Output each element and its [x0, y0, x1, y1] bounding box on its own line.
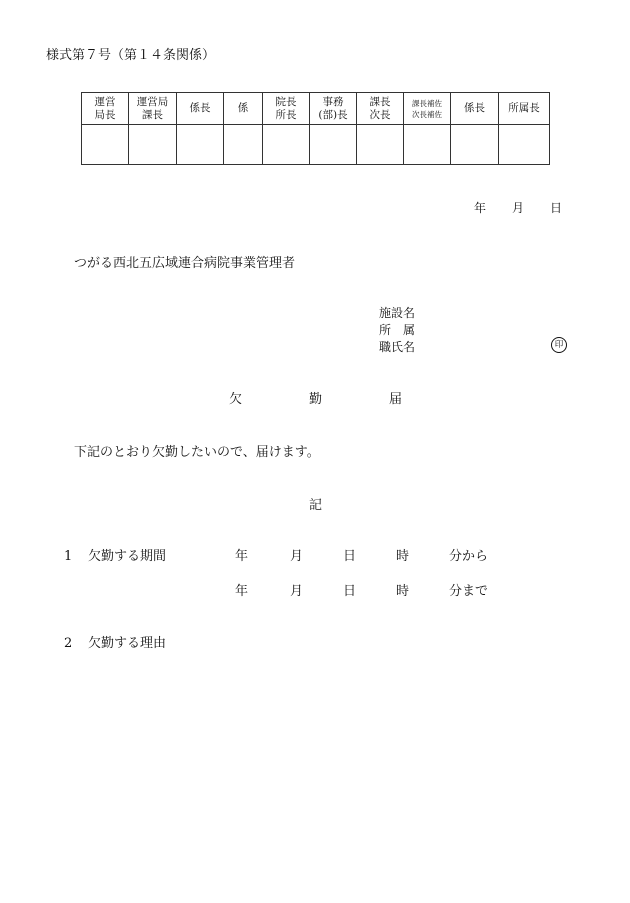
approval-header-cell: 係長 [177, 93, 224, 125]
stamp-cell[interactable] [177, 125, 224, 165]
item-label: 欠勤する理由 [88, 636, 167, 651]
approval-header-cell: 係長 [451, 93, 499, 125]
approval-header-cell: 課長補佐 次長補佐 [404, 93, 451, 125]
approval-header-cell: 運営 局長 [82, 93, 129, 125]
seal-mark: 印 [551, 337, 567, 353]
to-month: 月 [290, 584, 304, 599]
title-char-3: 届 [389, 392, 403, 407]
approval-stamp-table [81, 92, 550, 165]
ki-heading: 記 [309, 498, 323, 513]
stamp-cell[interactable] [82, 125, 129, 165]
from-month: 月 [290, 549, 304, 564]
date-month: 月 [512, 201, 525, 215]
stamp-cell[interactable] [451, 125, 499, 165]
approval-header-row [82, 93, 550, 125]
stamp-cell[interactable] [263, 125, 310, 165]
item-number: 1 [64, 549, 73, 564]
stamp-cell[interactable] [404, 125, 451, 165]
to-minute: 分まで [449, 584, 489, 599]
approval-header-cell: 院長 所長 [263, 93, 310, 125]
from-day: 日 [343, 549, 357, 564]
title-char-1: 欠 [229, 392, 243, 407]
to-hour: 時 [396, 584, 410, 599]
approval-header-cell: 事務 (部)長 [310, 93, 357, 125]
facility-label: 施設名 [379, 306, 416, 320]
date-year: 年 [474, 201, 487, 215]
date-day: 日 [550, 201, 563, 215]
name-label: 職氏名 [379, 340, 416, 354]
approval-header-cell: 係 [224, 93, 263, 125]
submission-date [474, 199, 562, 216]
item-label: 欠勤する期間 [88, 549, 167, 564]
item-reason [64, 632, 166, 651]
stamp-cell[interactable] [357, 125, 404, 165]
title-char-2: 勤 [309, 392, 323, 407]
stamp-cell[interactable] [224, 125, 263, 165]
addressee: つがる西北五広域連合病院事業管理者 [74, 256, 296, 271]
affiliation-label: 所 属 [379, 323, 416, 337]
from-hour: 時 [396, 549, 410, 564]
stamp-cell[interactable] [129, 125, 177, 165]
item-number: 2 [64, 636, 73, 651]
item-period [64, 545, 166, 564]
approval-stamp-row [82, 125, 550, 165]
to-year: 年 [235, 584, 249, 599]
to-day: 日 [343, 584, 357, 599]
approval-header-cell: 所属長 [499, 93, 550, 125]
from-minute: 分から [449, 549, 489, 564]
approval-header-cell: 課長 次長 [357, 93, 404, 125]
stamp-cell[interactable] [499, 125, 550, 165]
form-number: 様式第７号（第１４条関係） [46, 48, 216, 63]
stamp-cell[interactable] [310, 125, 357, 165]
body-text: 下記のとおり欠勤したいので、届けます。 [74, 445, 320, 460]
approval-header-cell: 運営局 課長 [129, 93, 177, 125]
from-year: 年 [235, 549, 249, 564]
